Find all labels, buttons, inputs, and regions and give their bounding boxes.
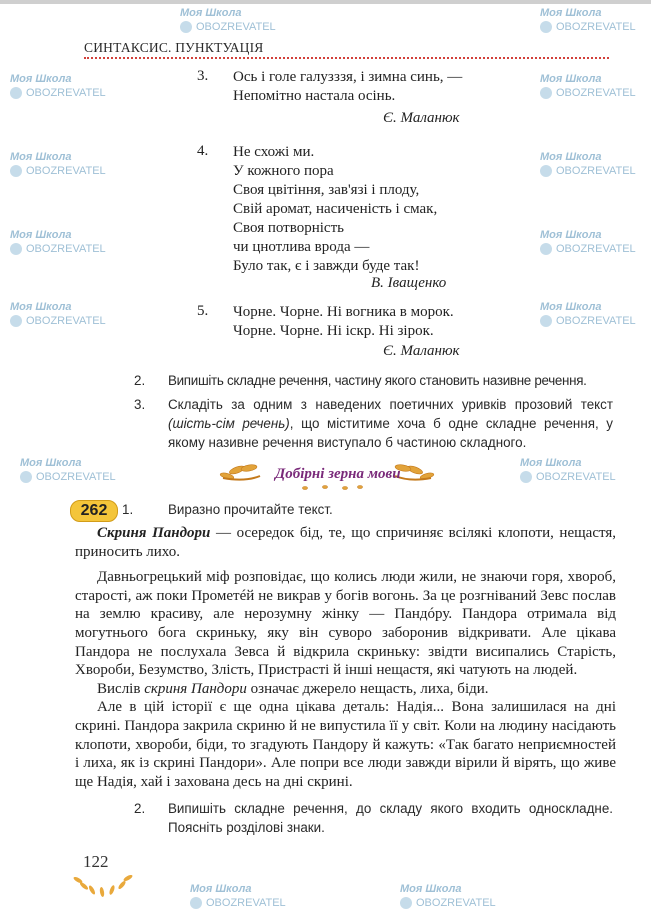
obozrevatel-logo-icon	[10, 87, 22, 99]
task-text-part: , що міститиме хоча б одне складне речення, у якому називне речення виступало б частиною складного.	[168, 416, 613, 450]
exercise-task-number: 1.	[122, 502, 134, 517]
task-item	[134, 799, 614, 837]
task-number: 3.	[134, 397, 146, 412]
banner-title: Добірні зерна мови	[275, 466, 401, 482]
watermark: Моя Школа OBOZREVATEL	[400, 883, 496, 909]
poem-number: 4.	[197, 143, 209, 159]
poem-author: Є. Маланюк	[383, 110, 460, 126]
obozrevatel-logo-icon	[10, 243, 22, 255]
watermark: Моя Школа OBOZREVATEL	[540, 73, 636, 99]
poem-line: Непомітно настала осінь.	[233, 88, 396, 104]
exercise-text	[75, 524, 616, 791]
definition-text: — осередок бід, те, що спричиняє всілякі клопоти, нещастя, приносить лихо.	[75, 525, 616, 560]
poem-line: Своя потворність	[233, 220, 344, 236]
definition-paragraph	[75, 524, 616, 561]
poem-author: Є. Маланюк	[383, 343, 460, 359]
task-text-italic: (шість-сім речень)	[168, 416, 290, 431]
poem-line: Своя цвітіння, зав'язі і плоду,	[233, 182, 420, 198]
task-text: Випишіть складне речення, до складу якого входить односкладне. Поясніть розділові знаки.	[168, 801, 613, 836]
task-item	[134, 371, 614, 391]
obozrevatel-logo-icon	[20, 471, 32, 483]
definition-term: Скриня Пандори	[97, 525, 211, 541]
poem-number: 3.	[197, 68, 209, 84]
exercise-number-badge: 262	[70, 500, 118, 522]
section-header: СИНТАКСИС. ПУНКТУАЦІЯ	[84, 40, 264, 55]
page-number: 122	[83, 852, 109, 871]
header-divider	[84, 57, 609, 59]
task-number: 2.	[134, 801, 146, 817]
obozrevatel-logo-icon	[180, 21, 192, 33]
task-item	[134, 395, 614, 455]
watermark: Моя Школа OBOZREVATEL	[540, 229, 636, 255]
poem-number: 5.	[197, 303, 209, 319]
obozrevatel-logo-icon	[10, 165, 22, 177]
poem-line: Не схожі ми.	[233, 144, 315, 160]
watermark: Моя Школа OBOZREVATEL	[10, 229, 106, 255]
section-banner	[215, 456, 440, 492]
exercise-task-text: Виразно прочитайте текст.	[168, 502, 333, 517]
obozrevatel-logo-icon	[540, 315, 552, 327]
top-edge	[0, 0, 651, 4]
poem-line: Ось і голе галузззя, і зимна синь, —	[233, 69, 463, 85]
obozrevatel-logo-icon	[190, 897, 202, 909]
paragraph-part: Вислів	[97, 680, 145, 697]
watermark: Моя Школа OBOZREVATEL	[540, 301, 636, 327]
watermark: Моя Школа OBOZREVATEL	[520, 457, 616, 483]
wheat-ornament-icon	[70, 872, 136, 902]
watermark: Моя Школа OBOZREVATEL	[20, 457, 116, 483]
watermark: Моя Школа OBOZREVATEL	[10, 73, 106, 99]
watermark: Моя Школа OBOZREVATEL	[190, 883, 286, 909]
watermark: Моя Школа OBOZREVATEL	[10, 301, 106, 327]
poem-line: У кожного пора	[233, 163, 334, 179]
poem-line: Було так, є і завжди буде так!	[233, 258, 420, 274]
task-number: 2.	[134, 373, 146, 388]
paragraph: Але в цій історії є ще одна цікава деталь: Надія... Вона залишилася на дні скрині. Пандора закрила скриню й не випустила її у світ. Коли на людину насідають клопоти, хвороби, біди, то згадують Пандору й кажуть: «Так багато неприємностей і лиха, як із скрині Пандори». Але попри все люди завжди вірили й вірять, що живе ще Надія, хай і захована десь на дні скрині.	[75, 699, 616, 790]
paragraph	[75, 680, 616, 699]
watermark: Моя Школа OBOZREVATEL	[10, 151, 106, 177]
poem-line: Чорне. Чорне. Ні іскр. Ні зірок.	[233, 323, 434, 339]
obozrevatel-logo-icon	[540, 87, 552, 99]
watermark: Моя Школа OBOZREVATEL	[540, 151, 636, 177]
poem-line: Чорне. Чорне. Ні вогника в морок.	[233, 304, 454, 320]
obozrevatel-logo-icon	[540, 165, 552, 177]
paragraph-part: означає джерело нещасть, лиха, біди.	[246, 680, 489, 697]
task-text-part: Складіть за одним з наведених поетичних уривків прозовий текст	[168, 397, 613, 412]
task-text: Випишіть складне речення, частину якого становить називне речення.	[168, 373, 587, 388]
task-text	[168, 395, 613, 452]
paragraph: Давньогрецький міф розповідає, що колись люди жили, не знаючи горя, хвороб, старості, аж поки Прометéй не викрав у богів вогонь. За це розгніваний Зевс послав на землю красиву, але нерозумну жінку — Пандóру. Пандора отримала від могутнього бога скриньку, яку він суворо заборонив відкривати. Але цікава Пандора не послухала Зевса й відкрила скриньку: звідти висипались Старість, Хвороби, Безумство, Злість, Пристрасті й інші нещастя, які чатують на людей.	[75, 569, 616, 679]
poem-author: В. Іващенко	[371, 275, 447, 291]
watermark: Моя Школа OBOZREVATEL	[180, 7, 276, 33]
paragraph-italic: скриня Пандори	[144, 680, 247, 697]
watermark: Моя Школа OBOZREVATEL	[540, 7, 636, 33]
exercise-content	[75, 524, 616, 837]
poem-line: Свій аромат, насиченість і смак,	[233, 201, 438, 217]
obozrevatel-logo-icon	[540, 243, 552, 255]
obozrevatel-logo-icon	[400, 897, 412, 909]
obozrevatel-logo-icon	[520, 471, 532, 483]
poem-line: чи цнотлива врода —	[233, 239, 370, 255]
obozrevatel-logo-icon	[540, 21, 552, 33]
obozrevatel-logo-icon	[10, 315, 22, 327]
